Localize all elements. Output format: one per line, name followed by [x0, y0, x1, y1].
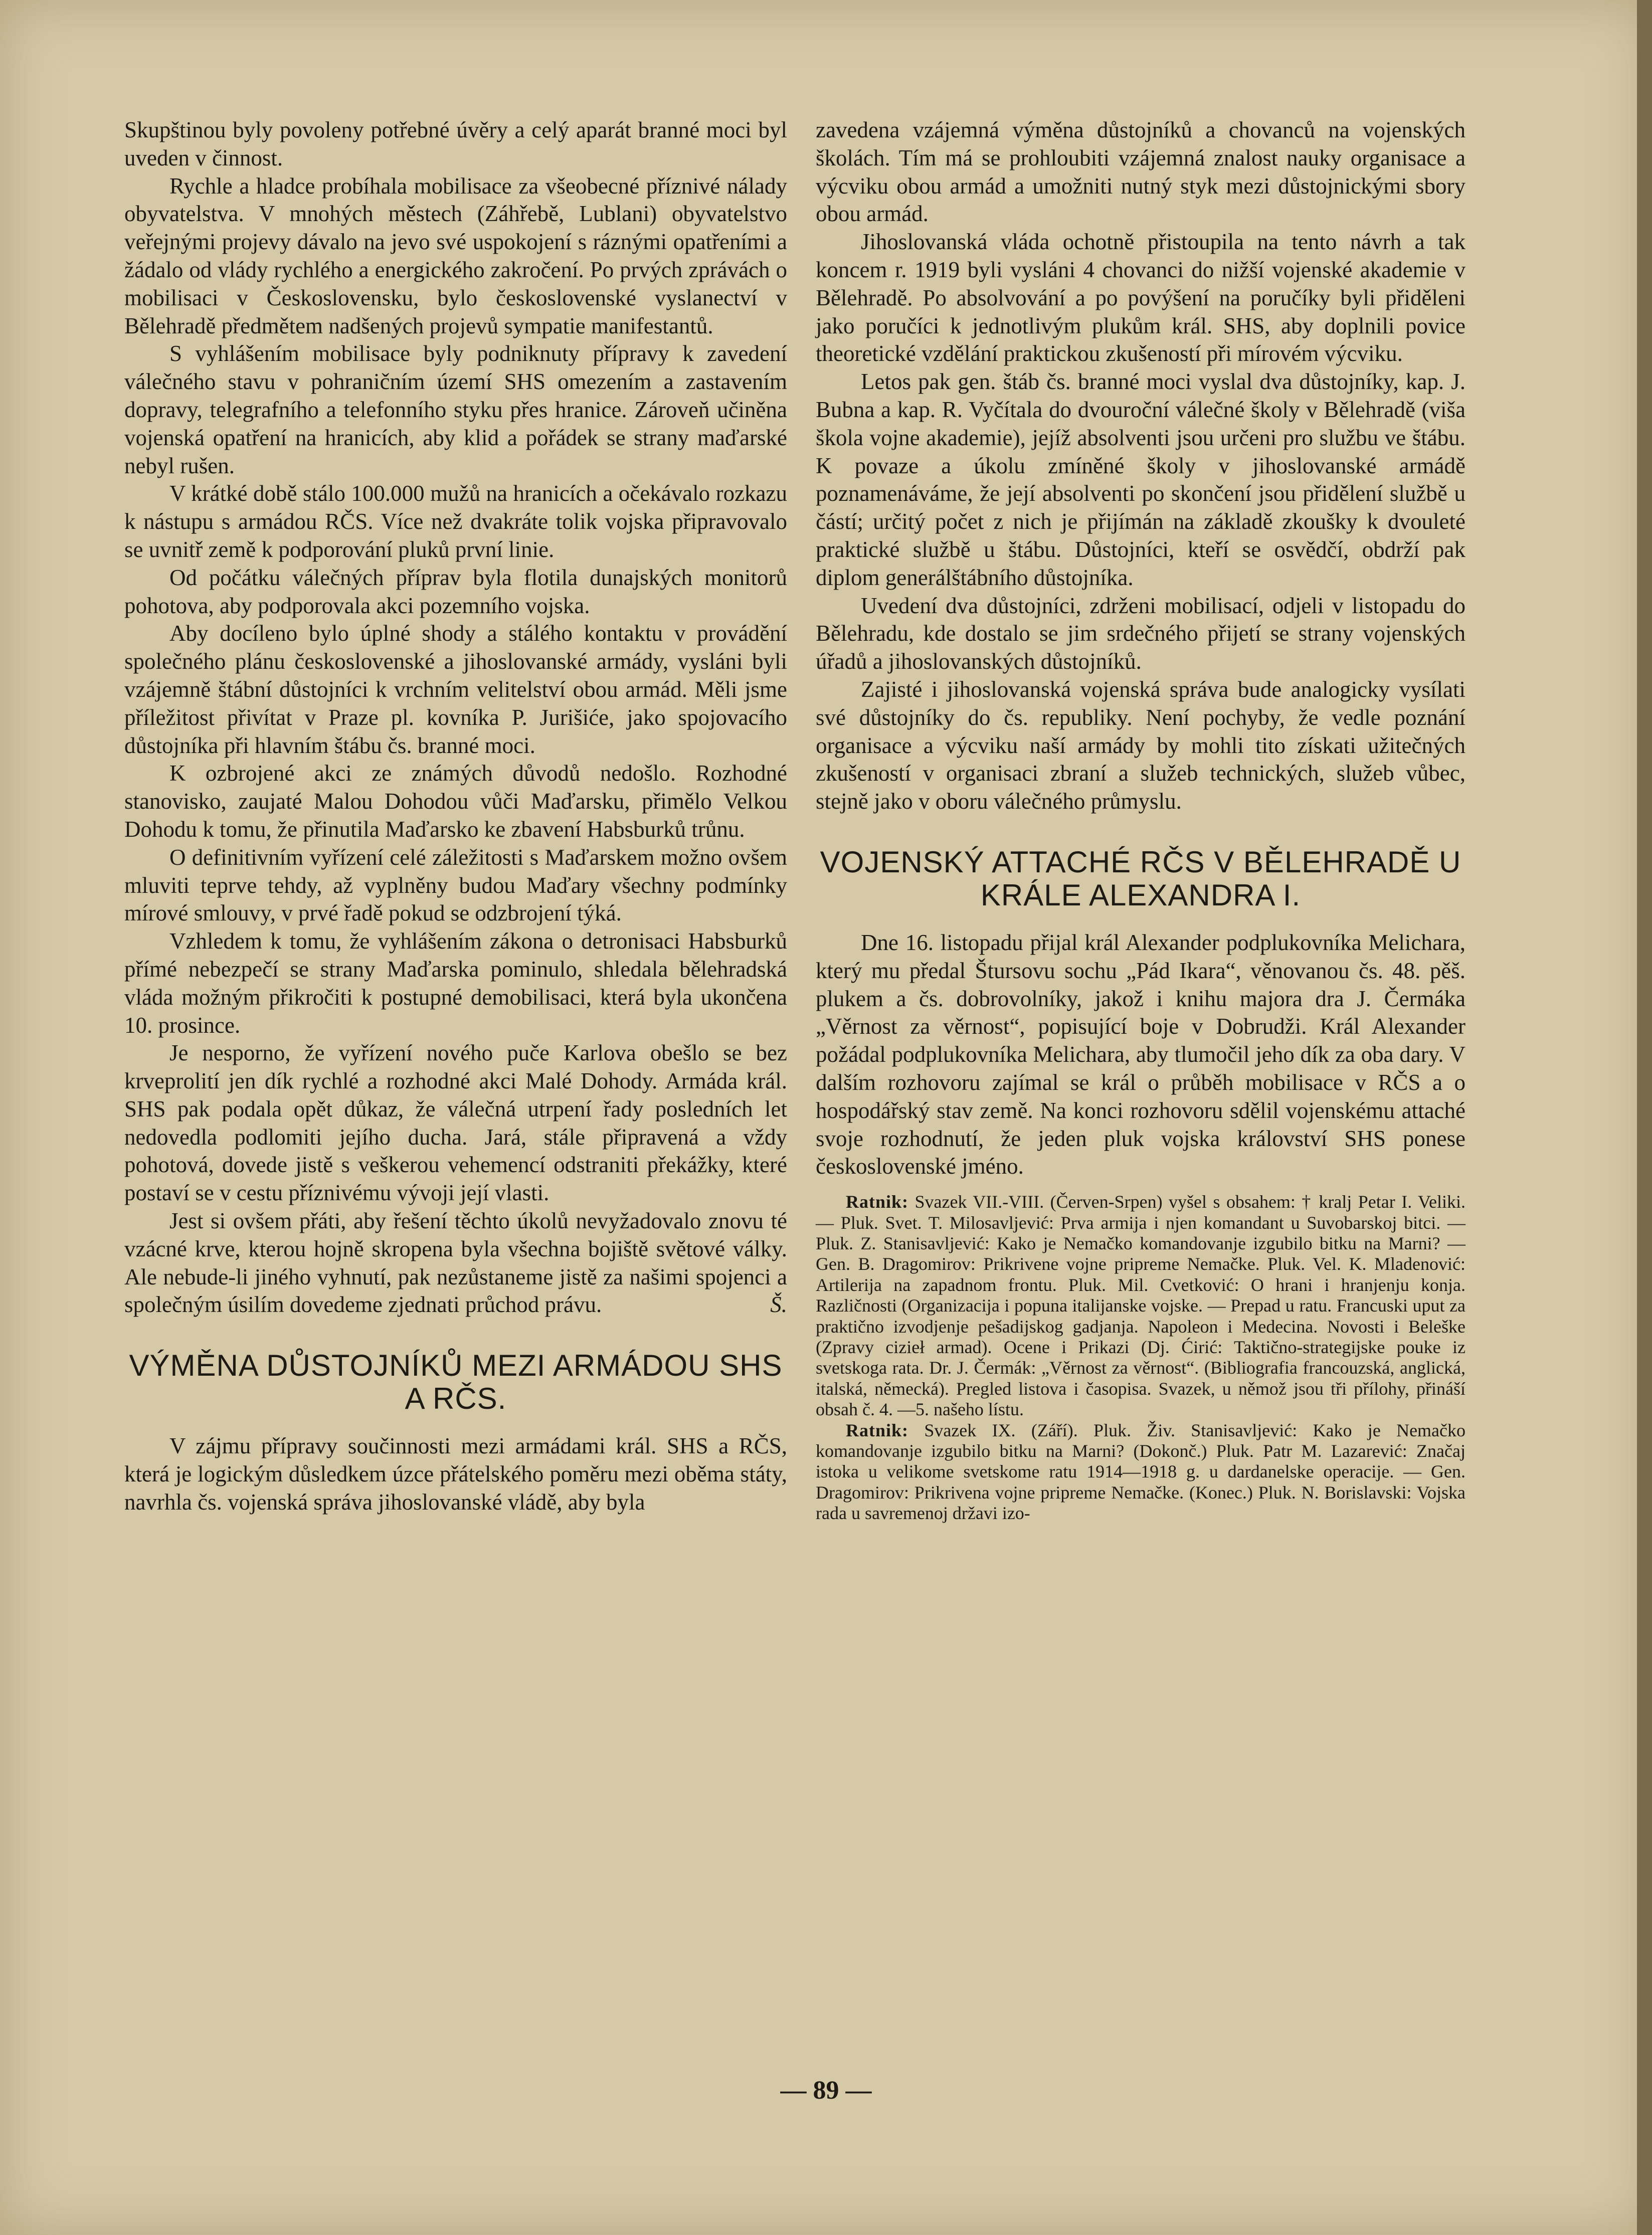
left-column	[124, 116, 787, 1517]
paragraph: Jihoslovanská vláda ochotně přistoupila na tento návrh a tak koncem r. 1919 byli vysláni 4 chovanci do nižší vojenské akademie v Bělehradě. Po absolvování a po povýšení na poručíky byli přiděleni jako poručíci k jednotlivým plukům král. SHS, aby doplnili povice theoretické vzdělání praktickou zkušeností při mírovém výcviku.	[816, 229, 1465, 366]
right-column	[816, 116, 1465, 1524]
paragraph: Skupštinou byly povoleny potřebné úvěry a celý aparát branné moci byl uveden v činnost.	[124, 117, 787, 170]
page-spine	[1637, 0, 1652, 2235]
paragraph: S vyhlášením mobilisace byly podniknuty přípravy k zavedení válečného stavu v pohraničním území SHS omezením a zastavením dopravy, telegrafního a telefonního styku přes hranice. Zároveň učiněna vojenská opatření na hranicích, aby klid a pořádek se strany maďarské nebyl rušen.	[124, 341, 787, 478]
note-text: Svazek IX. (Září). Pluk. Živ. Stanisavljević: Kako je Nemačko komandovanje izgubilo bitku na Marni? (Dokonč.) Pluk. Patr M. Lazarević: Značaj istoka u velikome svetskome ratu 1914—1918 g. u dardanelske operacije. — Gen. Dragomirov: Prikrivena vojne pripreme Nemačke. (Konec.) Pluk. N. Borislavski: Vojska rada u savremenoj državi izo-	[816, 1420, 1466, 1524]
paragraph-text: Jest si ovšem přáti, aby řešení těchto úkolů nevyžadovalo znovu té vzácné krve, kterou hojně skropena byla všechna bojiště světové války. Ale nebude-li jiného vyhnutí, pak nezůstaneme jistě za našimi spojenci a společným úsilím dovedeme zjednati průchod právu.	[124, 1208, 787, 1318]
paragraph: K ozbrojené akci ze známých důvodů nedošlo. Rozhodné stanovisko, zaujaté Malou Dohodou vůči Maďarsku, přimělo Velkou Dohodu k tomu, že přinutila Maďarsko ke zbavení Habsburků trůnu.	[124, 761, 787, 842]
paragraph: Letos pak gen. štáb čs. branné moci vyslal dva důstojníky, kap. J. Bubna a kap. R. Vyčítala do dvouroční válečné školy v Bělehradě (viša škola vojne akademie), jejíž absolventi jsou určeni pro službu ve štábu. K povaze a úkolu zmíněné školy v jihoslovanské armádě poznamenáváme, že její absolventi po skončení jsou přidělení službě u částí; určitý počet z nich je přijímán na základě zkoušky k dvouleté praktické službě u štábu. Důstojníci, kteří se osvědčí, obdrží pak diplom generálštábního důstojníka.	[816, 369, 1465, 590]
paragraph: Zajisté i jihoslovanská vojenská správa bude analogicky vysílati své důstojníky do čs. republiky. Není pochyby, že vedle poznání organisace a výcviku naší armády by mohli tito získati užitečných zkušeností v organisaci zbraní a služeb technických, služeb vůbec, stejně jako v oboru válečného průmyslu.	[816, 676, 1465, 814]
paragraph: O definitivním vyřízení celé záležitosti s Maďarskem možno ovšem mluviti teprve tehdy, až vyplněny budou Maďary všechny podmínky mírové smlouvy, v prvé řadě pokud se odzbrojení týká.	[124, 844, 787, 926]
review-notes	[816, 1192, 1465, 1524]
note-lead: Ratnik:	[846, 1420, 909, 1440]
paragraph: Uvedení dva důstojníci, zdrženi mobilisací, odjeli v listopadu do Bělehradu, kde dostalo se jim srdečného přijetí se strany vojenských úřadů a jihoslovanských důstojníků.	[816, 593, 1465, 674]
section-title: VÝMĚNA DŮSTOJNÍKŮ MEZI ARMÁDOU SHS A RČS.	[129, 1349, 783, 1416]
paragraph: Dne 16. listopadu přijal král Alexander podplukovníka Melichara, který mu předal Štursovu sochu „Pád Ikara“, věnovanou čs. 48. pěš. plukem a čs. dobrovolníky, jakož i knihu majora dra J. Čermáka „Věrnost za věrnost“, popisující boje v Dobrudži. Král Alexander požádal podplukovníka Melichara, aby tlumočil jeho dík za oba dary. V dalším rozhovoru zajímal se král o průběh mobilisace v RČS a o hospodářský stav země. Na konci rozhovoru sdělil vojenskému attaché svoje rozhodnutí, že jeden pluk vojska království SHS ponese československé jméno.	[816, 929, 1465, 1179]
author-signature: Š.	[770, 1292, 787, 1318]
page-number: — 89 —	[780, 2076, 872, 2105]
paragraph: Je nesporno, že vyřízení nového puče Karlova obešlo se bez krveprolití jen dík rychlé a rozhodné akci Malé Dohody. Armáda král. SHS pak podala opět důkaz, že válečná utrpení řady posledních let nedovedla podlomiti jejího ducha. Jará, stále připravená a vždy pohotová, dovede jistě s veškerou vehemencí odstraniti překážky, které postaví se v cestu příznivému vývoji její vlasti.	[124, 1040, 787, 1206]
paragraph	[124, 1207, 787, 1319]
note-text: Svazek VII.-VIII. (Červen-Srpen) vyšel s obsahem: † kralj Petar I. Veliki. — Pluk. Svet. T. Milosavljević: Prva armija i njen komandant u Suvobarskoj bitci. — Pluk. Z. Stanisavljević: Kako je Nemačko komandovanje izgubilo bitku na Marni? — Gen. B. Dragomirov: Prikrivene vojne pripreme Nemačke. Pluk. Vel. K. Mladenović: Artilerija na zapadnom frontu. Pluk. Mil. Cvetković: O hrani i hranjenju konja. Različnosti (Organizacija i popuna italijanske vojske. — Prepad u ratu. Francuski uput za praktično izvodjenje pešadijskog gadjanja. Napoleon i Medecina. Novosti i Beleške (Zpravy cizieł armad). Ocene i Prikazi (Dj. Ćirić: Taktično-strategijske pouke iz svetskoga rata. Dr. J. Čermák: „Věrnost za věrnost“. (Bibliografia francouzská, anglická, italská, německá). Pregled listova i časopisa. Svazek, u němož jsou tři přílohy, přináší obsah č. 4. —5. našeho lístu.	[816, 1192, 1465, 1420]
paragraph: V krátké době stálo 100.000 mužů na hranicích a očekávalo rozkazu k nástupu s armádou RČS. Více než dvakráte tolik vojska připravovalo se uvnitř země k podporování pluků první linie.	[124, 481, 787, 562]
paragraph: Od počátku válečných příprav byla flotila dunajských monitorů pohotova, aby podporovala akci pozemního vojska.	[124, 565, 787, 618]
note-lead: Ratnik:	[846, 1192, 909, 1212]
paragraph: V zájmu přípravy součinnosti mezi armádami král. SHS a RČS, která je logickým důsledkem úzce přátelského poměru mezi oběma státy, navrhla čs. vojenská správa jihoslovanské vládě, aby byla	[124, 1433, 787, 1515]
paragraph: Rychle a hladce probíhala mobilisace za všeobecné příznivé nálady obyvatelstva. V mnohých městech (Záhřebě, Lublani) obyvatelstvo veřejnými projevy dávalo na jevo své uspokojení s ráznými opatřeními a žádalo od vlády rychlého a energického zakročení. Po prvých zprávách o mobilisaci v Československu, bylo československé vyslanectví v Bělehradě předmětem nadšených projevů sympatie manifestantů.	[124, 173, 787, 338]
review-note	[816, 1420, 1465, 1524]
section-title: VOJENSKÝ ATTACHÉ RČS V BĚLEHRADĚ U KRÁLE ALEXANDRA I.	[820, 845, 1461, 912]
paragraph: zavedena vzájemná výměna důstojníků a chovanců na vojenských školách. Tím má se prohloubiti vzájemná znalost nauky organisace a výcviku obou armád a umožniti nutný styk mezi důstojnickými sbory obou armád.	[816, 117, 1465, 227]
paragraph: Vzhledem k tomu, že vyhlášením zákona o detronisaci Habsburků přímé nebezpečí se strany Maďarska pominulo, shledala bělehradská vláda možným přikročiti k postupné demobilisaci, která byla ukončena 10. prosince.	[124, 928, 787, 1038]
review-note	[816, 1192, 1465, 1420]
paragraph: Aby docíleno bylo úplné shody a stálého kontaktu v provádění společného plánu československé a jihoslovanské armády, vysláni byli vzájemně štábní důstojníci k vrchním velitelství obou armád. Měli jsme příležitost přivítat v Praze pl. kovníka P. Jurišiće, jako spojovacího důstojníka při hlavním štábu čs. branné moci.	[124, 621, 787, 758]
